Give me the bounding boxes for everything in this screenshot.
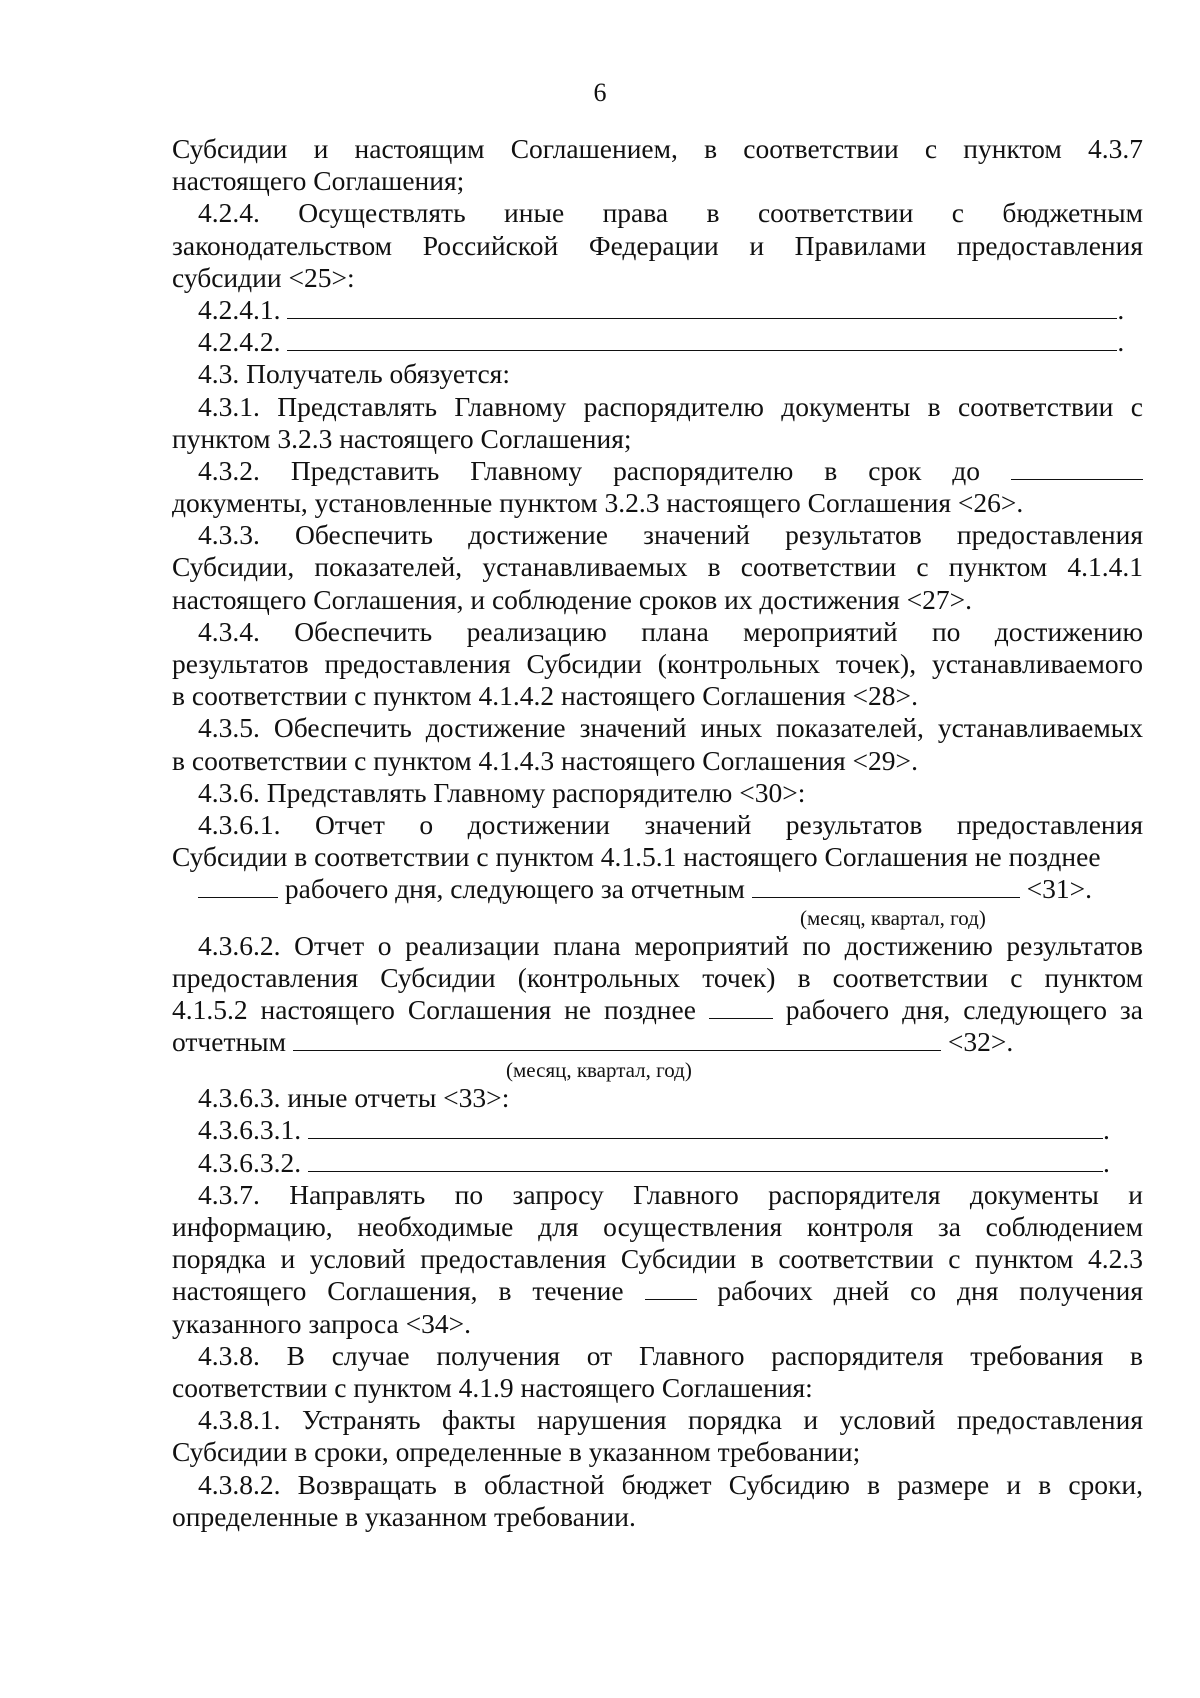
text-line: в соответствии с пунктом 4.1.4.3 настоящего Соглашения <29>. xyxy=(172,744,918,776)
item-number: 4.2.4.2. xyxy=(198,326,281,358)
text-fragment: <31>. xyxy=(1026,873,1093,905)
text-line: соответствии с пунктом 4.1.9 настоящего Соглашения: xyxy=(172,1371,813,1403)
text-line: 4.3.6.1. Отчет о достижении значений результатов предоставления xyxy=(198,808,1143,840)
text-line: 4.3.3. Обеспечить достижение значений результатов предоставления xyxy=(198,519,1143,551)
text-line: предоставления Субсидии (контрольных точек) в соответствии с пунктом xyxy=(172,961,1143,993)
text-line: 4.3.4. Обеспечить реализацию плана мероприятий по достижению xyxy=(198,615,1143,647)
text-fragment: <32>. xyxy=(947,1026,1014,1058)
fill-in-blank xyxy=(287,326,1117,351)
text-line: документы, установленные пунктом 3.2.3 настоящего Соглашения <26>. xyxy=(172,487,1024,519)
text-line: порядка и условий предоставления Субсидии в соответствии с пунктом 4.2.3 xyxy=(172,1243,1143,1275)
fill-in-blank xyxy=(1011,455,1143,480)
text-line: 4.3.6.3. иные отчеты <33>: xyxy=(198,1082,510,1114)
fill-in-blank xyxy=(293,1026,941,1051)
text-fragment: 4.1.5.2 настоящего Соглашения не позднее xyxy=(172,993,696,1025)
text-line: Субсидии в соответствии с пунктом 4.1.5.1 настоящего Соглашения не позднее xyxy=(172,841,1101,873)
text-line: 4.3.6.2. Отчет о реализации плана мероприятий по достижению результатов xyxy=(198,929,1143,961)
text-line: информацию, необходимые для осуществления контроля за соблюдением xyxy=(172,1211,1143,1242)
text-line: 4.2.4. Осуществлять иные права в соответствии с бюджетным xyxy=(198,197,1143,229)
text-fragment: рабочих дней со дня получения xyxy=(717,1275,1144,1307)
item-number: 4.2.4.1. xyxy=(198,293,281,325)
text-line: указанного запроса <34>. xyxy=(172,1307,471,1339)
blank-item-line: 4.2.4.1. . xyxy=(198,293,1125,325)
text-line: 4.3.1. Представлять Главному распорядителю документы в соответствии с xyxy=(198,390,1143,422)
text-line xyxy=(172,1026,1143,1058)
blank-caption: (месяц, квартал, год) xyxy=(800,905,986,930)
text-line: 4.3.8.1. Устранять факты нарушения порядка и условий предоставления xyxy=(198,1404,1143,1436)
text-line: 4.3. Получатель обязуется: xyxy=(198,358,510,390)
text-line: результатов предоставления Субсидии (контрольных точек), устанавливаемого xyxy=(172,648,1143,679)
item-number: 4.3.6.3.1. xyxy=(198,1114,302,1146)
text-line: настоящего Соглашения, и соблюдение сроков их достижения <27>. xyxy=(172,583,972,615)
fill-in-blank xyxy=(709,994,773,1019)
text-fragment: отчетным xyxy=(172,1026,287,1058)
blank-item-line: 4.2.4.2. . xyxy=(198,326,1125,358)
blank-caption: (месяц, квартал, год) xyxy=(506,1058,692,1083)
fill-in-blank xyxy=(308,1147,1103,1172)
text-line: Субсидии в сроки, определенные в указанном требовании; xyxy=(172,1436,861,1468)
text-line: 4.3.6. Представлять Главному распорядителю <30>: xyxy=(198,776,806,808)
text-line xyxy=(172,873,1143,905)
text-fragment: 4.3.2. Представить Главному распорядителю в срок до xyxy=(198,454,981,486)
fill-in-blank xyxy=(287,294,1117,319)
fill-in-blank xyxy=(308,1114,1103,1139)
text-line xyxy=(172,455,1143,487)
text-line: Субсидии, показателей, устанавливаемых в соответствии с пунктом 4.1.4.1 xyxy=(172,551,1143,583)
text-line: 4.3.8.2. Возвращать в областной бюджет Субсидию в размере и в сроки, xyxy=(198,1468,1143,1500)
text-line: законодательством Российской Федерации и Правилами предоставления xyxy=(172,229,1143,261)
page-number: 6 xyxy=(593,78,607,107)
text-line: пунктом 3.2.3 настоящего Соглашения; xyxy=(172,422,632,454)
fill-in-blank xyxy=(752,873,1020,898)
text-line: в соответствии с пунктом 4.1.4.2 настоящего Соглашения <28>. xyxy=(172,680,918,712)
text-fragment: рабочего дня, следующего за xyxy=(785,993,1143,1025)
blank-item-line: 4.3.6.3.2. . xyxy=(198,1146,1110,1178)
text-line: Субсидии и настоящим Соглашением, в соответствии с пунктом 4.3.7 xyxy=(172,133,1143,164)
document-body xyxy=(172,133,1143,1533)
item-number: 4.3.6.3.2. xyxy=(198,1146,302,1178)
text-line xyxy=(172,994,1143,1026)
text-line: 4.3.7. Направлять по запросу Главного распорядителя документы и xyxy=(198,1178,1143,1210)
fill-in-blank xyxy=(198,873,278,898)
text-fragment: настоящего Соглашения, в течение xyxy=(172,1275,624,1307)
text-line: определенные в указанном требовании. xyxy=(172,1500,636,1532)
text-fragment: рабочего дня, следующего за отчетным xyxy=(284,873,745,905)
blank-item-line: 4.3.6.3.1. . xyxy=(198,1114,1110,1146)
text-line: 4.3.8. В случае получения от Главного распорядителя требования в xyxy=(198,1339,1143,1371)
text-line: 4.3.5. Обеспечить достижение значений иных показателей, устанавливаемых xyxy=(198,712,1143,744)
fill-in-blank xyxy=(645,1275,697,1300)
text-line: настоящего Соглашения; xyxy=(172,165,465,197)
text-line xyxy=(172,1275,1143,1307)
text-line: субсидии <25>: xyxy=(172,261,355,293)
